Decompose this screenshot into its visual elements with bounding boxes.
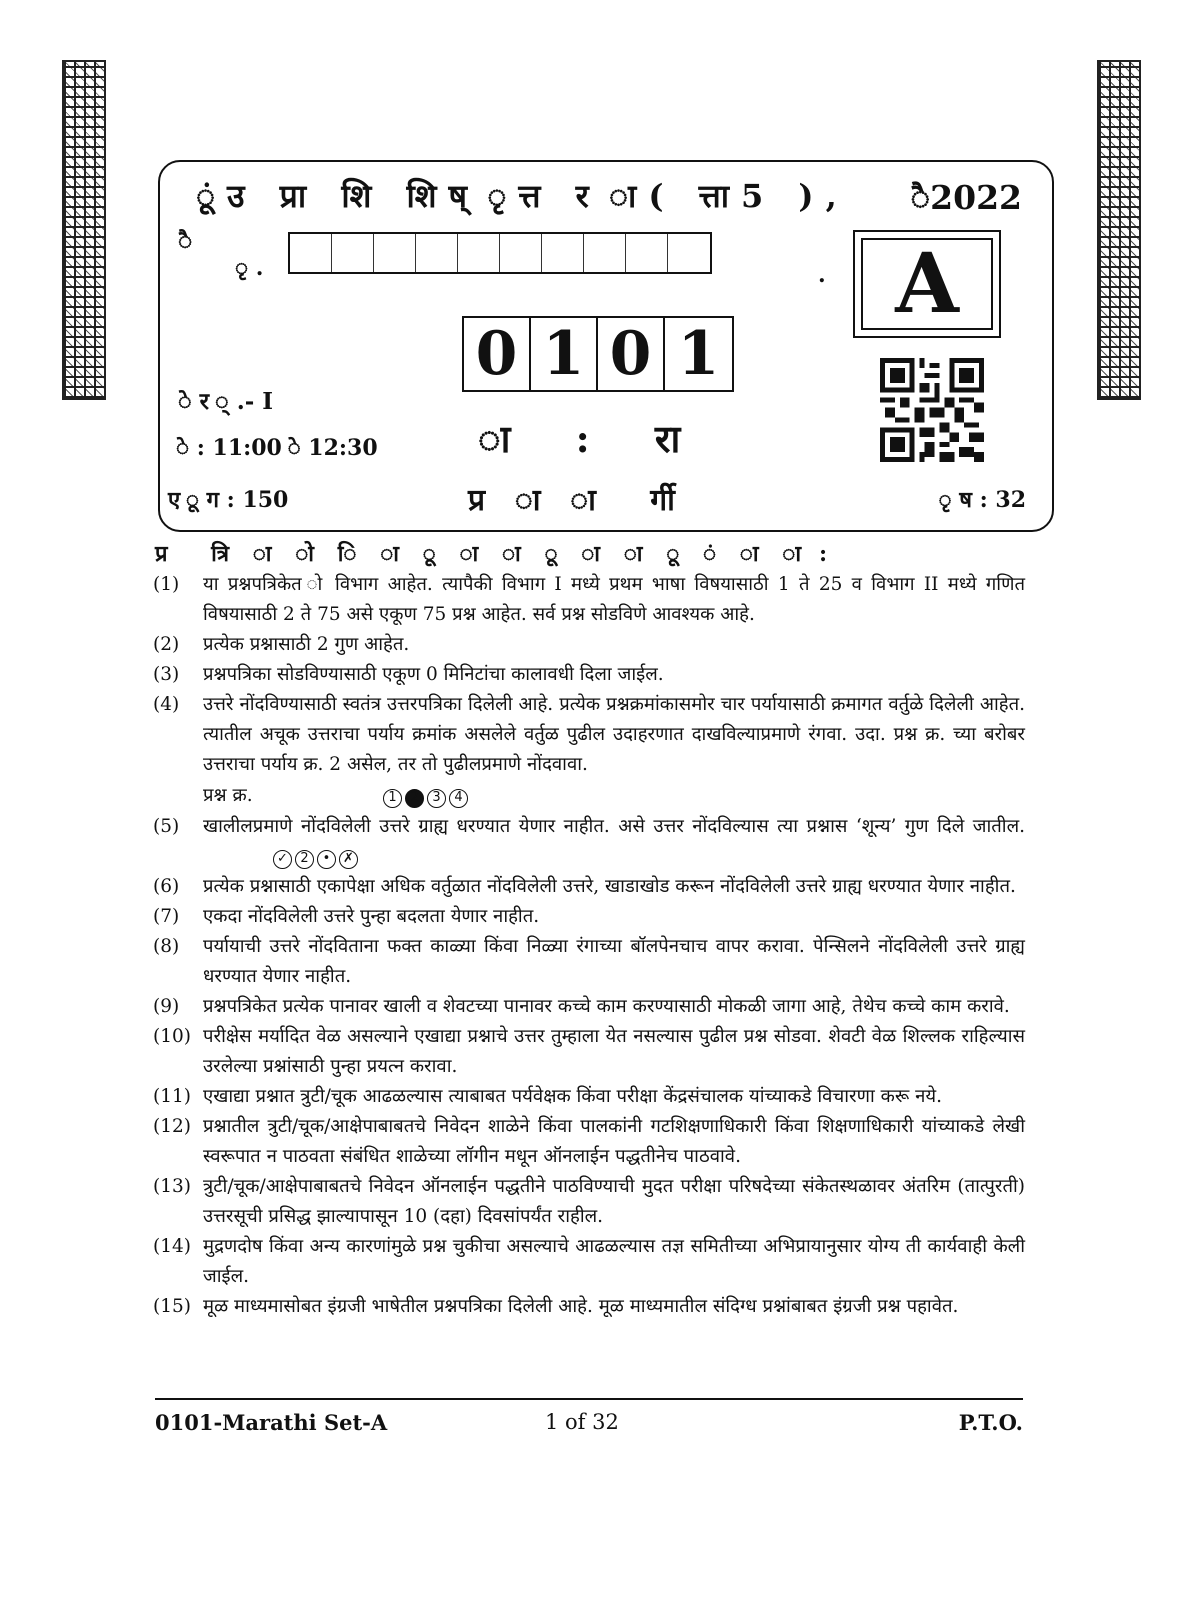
seat-number-label-2: ृ . <box>235 255 264 281</box>
instruction-number: (15) <box>153 1296 191 1317</box>
wrong-bubble-check: ✓ <box>273 850 292 869</box>
instruction-number: (14) <box>153 1236 191 1257</box>
decorative-border-left <box>62 60 106 400</box>
instruction-text <box>203 812 1025 872</box>
instruction-item <box>153 1022 1025 1082</box>
instructions-heading: प्र त्रि ा ो ि ा ू ा ा ू ा ा ू ं ा ा: <box>155 541 846 567</box>
question-set-letter: A <box>861 238 993 330</box>
wrong-bubble-dot: • <box>317 850 336 869</box>
wrong-bubble-number: 2 <box>295 850 314 869</box>
seat-digit-box[interactable] <box>416 234 458 272</box>
footer-page-number: 1 of 32 <box>545 1410 619 1434</box>
question-set-box <box>853 230 1001 338</box>
instruction-text: प्रश्नपत्रिका सोडविण्यासाठी एकूण 0 मिनिटांचा कालावधी दिला जाईल. <box>203 664 664 685</box>
exam-title: ूंउ प्रा शि शिष् ृत्त र ा( त्ता5 ), <box>196 177 849 215</box>
seat-number-label: ै <box>178 226 193 255</box>
seat-digit-box[interactable] <box>332 234 374 272</box>
instruction-text: प्रश्नातील त्रुटी/चूक/आक्षेपाबाबतचे निवेदन शाळेने किंवा पालकांनी गटशिक्षणाधिकारी किंवा शिक्षणाधिकारी यांच्याकडे लेखी स्वरूपात न पाठवता संबंधित शाळेच्या लॉगीन मधून ऑनलाईन पद्धतीनेच पाठवावे. <box>203 1116 1025 1167</box>
instruction-item <box>153 902 1025 932</box>
instruction-text: प्रत्येक प्रश्नासाठी एकापेक्षा अधिक वर्तुळात नोंदविलेली उत्तरे, खाडाखोड करून नोंदविलेली उत्तरे ग्राह्य धरण्यात येणार नाहीत. <box>203 876 1016 897</box>
instruction-text: पर्यायाची उत्तरे नोंदविताना फक्त काळ्या किंवा निळ्या रंगाच्या बॉलपेनचाच वापर करावा. पेन्सिलने नोंदविलेली उत्तरे ग्राह्य धरण्यात येणार नाहीत. <box>203 936 1025 987</box>
paper-code-boxes <box>462 316 734 392</box>
instruction-number: (2) <box>153 634 180 655</box>
subject-subtitle: प्र ा ा र्गी <box>468 483 697 518</box>
instruction-text-body: खालीलप्रमाणे नोंदविलेली उत्तरे ग्राह्य धरण्यात येणार नाहीत. असे उत्तर नोंदविल्यास त्या प्रश्नास ‘शून्य’ गुण दिले जातील. <box>203 816 1025 837</box>
option-bubble: 4 <box>449 789 468 808</box>
instruction-text-body: उत्तरे नोंदविण्यासाठी स्वतंत्र उत्तरपत्रिका दिलेली आहे. प्रत्येक प्रश्नक्रमांकासमोर चार पर्यायासाठी क्रमागत वर्तुळे दिलेली आहेत. त्यातील अचूक उत्तराचा पर्याय क्रमांक असलेले वर्तुळ पुढील उदाहरणात दाखविल्याप्रमाणे रंगवा. उदा. प्रश्न क्र. च्या बरोबर उत्तराचा पर्याय क्र. 2 असेल, तर तो पुढीलप्रमाणे नोंदवावा. <box>203 694 1025 775</box>
instruction-number: (13) <box>153 1176 191 1197</box>
instruction-number: (8) <box>153 936 180 957</box>
instruction-text: एखाद्या प्रश्नात त्रुटी/चूक आढळल्यास त्याबाबत पर्यवेक्षक किंवा परीक्षा केंद्रसंचालक यांच्याकडे विचारणा करू नये. <box>203 1086 942 1107</box>
instruction-text: मूळ माध्यमासोबत इंग्रजी भाषेतील प्रश्नपत्रिका दिलेली आहे. मूळ माध्यमातील संदिग्ध प्रश्नांबाबत इंग्रजी प्रश्न पहावेत. <box>203 1296 959 1317</box>
instruction-number: (1) <box>153 574 180 595</box>
seat-number-boxes[interactable] <box>288 232 712 274</box>
footer-paper-code: 0101-Marathi Set-A <box>155 1410 388 1435</box>
instruction-text: एकदा नोंदविलेली उत्तरे पुन्हा बदलता येणार नाहीत. <box>203 906 540 927</box>
instruction-number: (4) <box>153 694 180 715</box>
instruction-text <box>203 690 1025 812</box>
instruction-item <box>153 932 1025 992</box>
instruction-number: (12) <box>153 1116 191 1137</box>
instruction-text: त्रुटी/चूक/आक्षेपाबाबतचे निवेदन ऑनलाईन पद्धतीने पाठविण्याची मुदत परीक्षा परिषदेच्या संकेतस्थळावर अंतरिम (तात्पुरती) उत्तरसूची प्रसिद्ध झाल्यापासून 10 (दहा) दिवसांपर्यंत राहील. <box>203 1176 1025 1227</box>
instructions-list <box>153 570 1025 1322</box>
total-marks-label: ए ू ग : 150 <box>168 487 289 513</box>
option-bubble-filled: 2 <box>405 789 424 808</box>
instruction-item <box>153 570 1025 630</box>
option-bubble: 1 <box>383 789 402 808</box>
seat-digit-box[interactable] <box>374 234 416 272</box>
instruction-item <box>153 1082 1025 1112</box>
instruction-item <box>153 992 1025 1022</box>
seat-digit-box[interactable] <box>458 234 500 272</box>
example-bubbles <box>383 780 471 812</box>
instruction-text: या प्रश्नपत्रिकेत ो विभाग आहेत. त्यापैकी विभाग I मध्ये प्रथम भाषा विषयासाठी 1 ते 25 व विभाग II मध्ये गणित विषयासाठी 2 ते 75 असे एकूण 75 प्रश्न आहेत. सर्व प्रश्न सोडविणे आवश्यक आहे. <box>203 574 1025 625</box>
instruction-item <box>153 630 1025 660</box>
instruction-text: प्रश्नपत्रिकेत प्रत्येक पानावर खाली व शेवटच्या पानावर कच्चे काम करण्यासाठी मोकळी जागा आहे, तेथेच कच्चे काम करावे. <box>203 996 1010 1017</box>
total-pages-label: ृ ष : 32 <box>938 487 1026 513</box>
qr-code-icon <box>880 358 984 462</box>
exam-year: ै2022 <box>910 178 1022 217</box>
footer-pto: P.T.O. <box>958 1410 1023 1435</box>
instruction-item <box>153 812 1025 872</box>
instruction-item <box>153 690 1025 812</box>
seat-digit-box[interactable] <box>668 234 710 272</box>
subject-title: ा : रा <box>478 416 707 461</box>
instruction-item <box>153 872 1025 902</box>
instruction-number: (7) <box>153 906 180 927</box>
seat-digit-box[interactable] <box>542 234 584 272</box>
instruction-number: (11) <box>153 1086 191 1107</box>
instruction-text: प्रत्येक प्रश्नासाठी 2 गुण आहेत. <box>203 634 410 655</box>
paper-code-digit: 1 <box>677 319 720 389</box>
wrong-marking-example <box>273 846 361 867</box>
seat-digit-box[interactable] <box>584 234 626 272</box>
instruction-number: (9) <box>153 996 180 1017</box>
seat-digit-box[interactable] <box>626 234 668 272</box>
seat-digit-box[interactable] <box>500 234 542 272</box>
exam-header-box <box>158 160 1054 532</box>
footer-divider <box>155 1398 1023 1400</box>
decorative-border-right <box>1097 60 1141 400</box>
instruction-text: परीक्षेस मर्यादित वेळ असल्याने एखाद्या प्रश्नाचे उत्तर तुम्हाला येत नसल्यास पुढील प्रश्न सोडवा. शेवटी वेळ शिल्लक राहिल्यास उरलेल्या प्रश्नांसाठी पुन्हा प्रयत्न करावा. <box>203 1026 1025 1077</box>
correct-marking-example <box>203 780 1025 812</box>
option-bubble: 3 <box>427 789 446 808</box>
instruction-number: (10) <box>153 1026 191 1047</box>
instruction-item <box>153 1112 1025 1172</box>
instruction-number: (6) <box>153 876 180 897</box>
set-dot: . <box>818 262 826 288</box>
seat-digit-box[interactable] <box>290 234 332 272</box>
paper-number-label: े र ् .- I <box>178 388 274 415</box>
instruction-number: (5) <box>153 816 180 837</box>
exam-time-label: े : 11:00 े 12:30 <box>176 435 378 461</box>
instruction-item <box>153 1172 1025 1232</box>
instruction-number: (3) <box>153 664 180 685</box>
example-question-label: प्रश्न क्र. <box>203 785 253 806</box>
paper-code-digit: 0 <box>464 318 531 390</box>
instruction-item <box>153 1232 1025 1292</box>
instruction-item <box>153 1292 1025 1322</box>
paper-code-digit: 1 <box>531 318 598 390</box>
paper-code-digit: 0 <box>598 318 665 390</box>
instruction-text: मुद्रणदोष किंवा अन्य कारणांमुळे प्रश्न चुकीचा असल्याचे आढळल्यास तज्ञ समितीच्या अभिप्रायानुसार योग्य ती कार्यवाही केली जाईल. <box>203 1236 1025 1287</box>
instruction-item <box>153 660 1025 690</box>
wrong-bubble-cross: ✗ <box>339 850 358 869</box>
